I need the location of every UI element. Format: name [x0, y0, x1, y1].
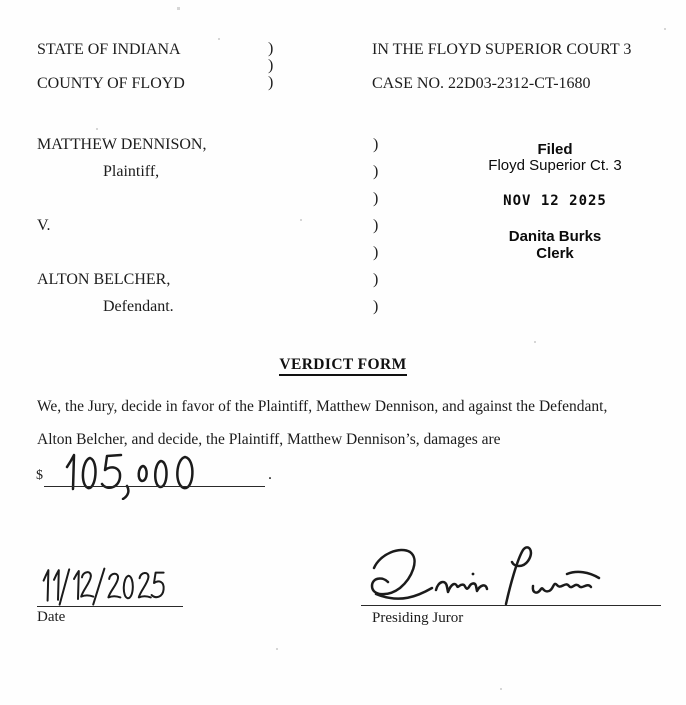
scan-speck — [300, 219, 302, 221]
paren: ) — [373, 217, 379, 234]
plaintiff-role: Plaintiff, — [103, 163, 160, 180]
amount-underline — [44, 486, 265, 487]
body-line-1: We, the Jury, decide in favor of the Plaintiff, Matthew Dennison, and against the Defendant, — [37, 398, 608, 415]
scan-speck — [96, 128, 98, 130]
presiding-juror-label: Presiding Juror — [372, 610, 464, 626]
stamp-filed-label: Filed — [537, 141, 573, 158]
defendant-name: ALTON BELCHER, — [37, 271, 171, 288]
blank-line — [37, 185, 206, 212]
date-label: Date — [37, 609, 66, 625]
scan-speck — [664, 28, 666, 30]
date-handwriting — [38, 567, 166, 607]
paren: ) — [373, 136, 379, 153]
date-underline — [37, 606, 183, 607]
filing-stamp — [445, 143, 665, 262]
plaintiff-name: MATTHEW DENNISON, — [37, 136, 207, 153]
header-state: STATE OF INDIANA — [37, 41, 181, 58]
paren: ) — [268, 74, 274, 91]
header-county: COUNTY OF FLOYD — [37, 75, 185, 92]
paren: ) — [268, 40, 274, 57]
stamp-court-name: Floyd Superior Ct. 3 — [488, 157, 622, 174]
document-title-row — [0, 356, 686, 376]
amount-handwriting — [58, 452, 208, 500]
dollar-sign: $ — [36, 468, 43, 483]
header-court-name: IN THE FLOYD SUPERIOR COURT 3 — [372, 41, 632, 58]
caption-paren-column — [373, 131, 378, 320]
presiding-juror-signature — [360, 544, 605, 606]
signature-underline — [361, 605, 661, 606]
versus: V. — [37, 217, 51, 234]
paren: ) — [268, 57, 274, 74]
defendant-role: Defendant. — [103, 298, 174, 315]
stamp-clerk-name: Danita Burks — [508, 228, 602, 245]
scan-speck — [177, 7, 180, 10]
paren: ) — [373, 298, 379, 315]
paren: ) — [373, 244, 379, 261]
stamp-clerk-title: Clerk — [536, 245, 574, 262]
stamp-date: NOV 12 2025 — [503, 193, 607, 209]
paren: ) — [373, 163, 379, 180]
document-title: VERDICT FORM — [279, 356, 406, 376]
body-line-2: Alton Belcher, and decide, the Plaintiff, Matthew Dennison’s, damages are — [37, 431, 501, 448]
scan-speck — [534, 341, 536, 343]
paren: ) — [373, 271, 379, 288]
scan-speck — [500, 688, 502, 690]
amount-period: . — [268, 466, 272, 483]
header-paren-column — [268, 40, 273, 91]
party-caption — [37, 131, 206, 320]
header-case-number: CASE NO. 22D03-2312-CT-1680 — [372, 75, 591, 92]
blank-line — [37, 239, 206, 266]
scan-speck — [218, 38, 220, 40]
scan-speck — [276, 648, 278, 650]
paren: ) — [373, 190, 379, 207]
